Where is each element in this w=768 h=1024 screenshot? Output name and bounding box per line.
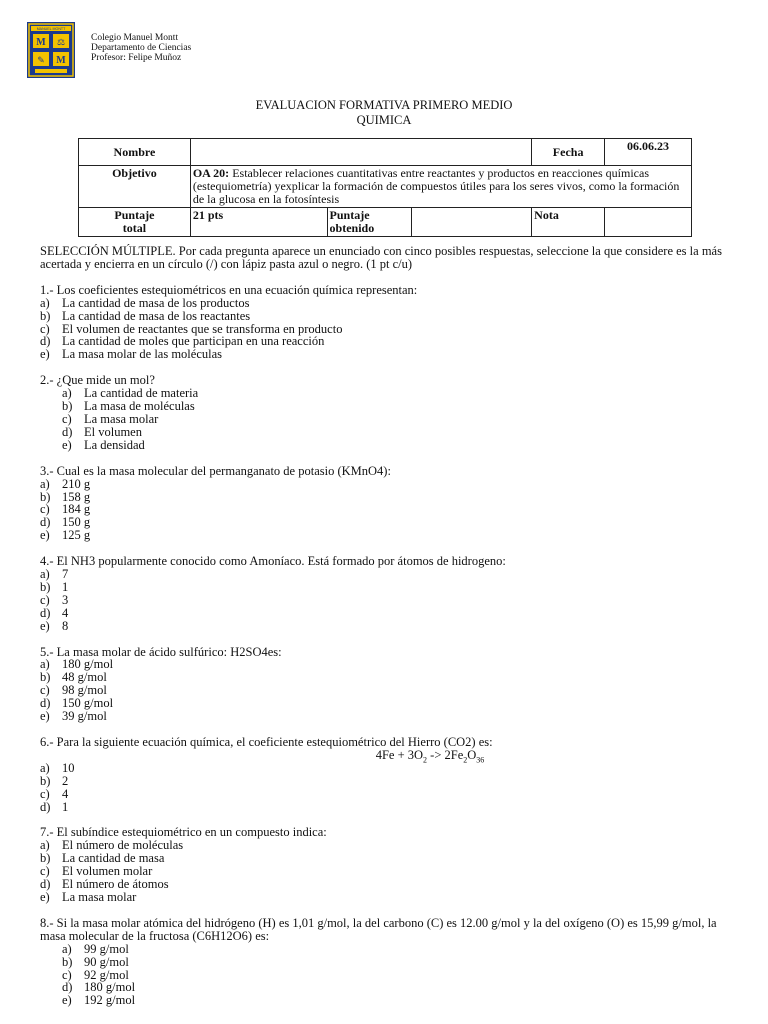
option[interactable]: e) 39 g/mol <box>40 709 107 724</box>
question-text: 3.- Cual es la masa molecular del permanganato de potasio (KMnO4): <box>40 463 391 478</box>
oa-label: OA 20: <box>192 166 230 180</box>
fecha-value: 06.06.23 <box>605 139 692 166</box>
svg-text:✎: ✎ <box>37 55 45 65</box>
question-2 <box>40 374 730 451</box>
question-7 <box>40 826 730 903</box>
options-list <box>40 387 730 452</box>
question-text: 6.- Para la siguiente ecuación química, el coeficiente estequiométrico del Hierro (CO2) es: <box>40 735 493 749</box>
svg-text:MANUEL MONTT: MANUEL MONTT <box>36 27 66 32</box>
option[interactable]: b) 48 g/mol <box>40 670 107 685</box>
option[interactable]: a) 99 g/mol <box>62 941 129 956</box>
question-8 <box>40 917 730 1007</box>
question-4 <box>40 555 730 632</box>
options-list <box>40 478 730 543</box>
question-text: 5.- La masa molar de ácido sulfúrico: H2SO4es: <box>40 644 282 659</box>
option[interactable]: c) 4 <box>40 786 69 801</box>
question-5 <box>40 646 730 723</box>
option[interactable]: d) 4 <box>40 605 69 620</box>
option[interactable]: d) 150 g <box>40 515 91 530</box>
option[interactable]: e) 8 <box>40 618 69 633</box>
options-list <box>40 839 730 904</box>
objetivo-text <box>190 166 691 208</box>
option[interactable]: e) 192 g/mol <box>62 993 136 1008</box>
nota-field[interactable] <box>605 208 692 237</box>
options-list <box>40 762 730 814</box>
option[interactable]: b) 158 g <box>40 489 91 504</box>
options-list <box>40 658 730 723</box>
option[interactable]: e) La masa molar de las moléculas <box>40 347 223 362</box>
option[interactable]: a) 7 <box>40 567 69 582</box>
option[interactable]: d) El volumen <box>62 424 142 439</box>
option[interactable]: c) El volumen de reactantes que se transforma en producto <box>40 321 343 336</box>
option[interactable]: c) 98 g/mol <box>40 683 107 698</box>
fecha-label: Fecha <box>532 139 605 166</box>
exam-title-line1: EVALUACION FORMATIVA PRIMERO MEDIO <box>255 98 513 112</box>
option[interactable]: a) La cantidad de masa de los productos <box>40 295 250 310</box>
puntaje-obtenido-field[interactable] <box>412 208 532 237</box>
option[interactable]: e) La densidad <box>62 437 145 452</box>
option[interactable]: d) El número de átomos <box>40 877 169 892</box>
puntaje-total-value: 21 pts <box>190 208 327 237</box>
school-header <box>91 33 191 63</box>
option[interactable]: b) La masa de moléculas <box>62 399 195 414</box>
question-3 <box>40 465 730 542</box>
option[interactable]: b) 2 <box>40 773 69 788</box>
objetivo-label: Objetivo <box>79 166 191 208</box>
oa-text: Establecer relaciones cuantitativas entre reactantes y productos en reacciones químicas (estequiometría) yexplicar la formación de compuestos útiles para los seres vivos, como la formación de la glucosa en la fotosíntesis <box>192 166 680 206</box>
info-table <box>78 138 692 237</box>
option[interactable]: d) La cantidad de moles que participan en una reacción <box>40 334 325 349</box>
option[interactable]: c) 92 g/mol <box>62 967 129 982</box>
school-name: Colegio Manuel Montt <box>91 33 179 43</box>
instructions: SELECCIÓN MÚLTIPLE. Por cada pregunta aparece un enunciado con cinco posibles respuestas, seleccione la que considere es la más acertada y encierra en un círculo (/) con lápiz pasta azul o negro. (1 pt c/u) <box>40 244 722 271</box>
option[interactable]: b) La cantidad de masa de los reactantes <box>40 308 251 323</box>
option[interactable]: b) 1 <box>40 579 69 594</box>
options-list <box>40 568 730 633</box>
option[interactable]: a) 180 g/mol <box>40 657 114 672</box>
option[interactable]: a) 210 g <box>40 476 91 491</box>
svg-text:M: M <box>36 37 46 48</box>
option[interactable]: b) La cantidad de masa <box>40 851 165 866</box>
school-logo <box>27 22 75 78</box>
svg-text:M: M <box>56 55 66 66</box>
option[interactable]: d) 1 <box>40 799 69 814</box>
option[interactable]: c) 184 g <box>40 502 91 517</box>
question-1 <box>40 284 730 361</box>
option[interactable]: c) 3 <box>40 592 69 607</box>
question-text: 2.- ¿Que mide un mol? <box>40 373 155 388</box>
question-text: 1.- Los coeficientes estequiométricos en una ecuación química representan: <box>40 282 418 297</box>
option[interactable]: a) La cantidad de materia <box>62 386 199 401</box>
options-list <box>40 297 730 362</box>
exam-title-line2: QUIMICA <box>356 113 412 127</box>
option[interactable]: a) 10 <box>40 760 75 775</box>
chemical-equation: $4Fe + 3O_2 -> 2Fe_2O_{36}$ <box>375 747 485 765</box>
option[interactable]: b) 90 g/mol <box>62 954 129 969</box>
option[interactable]: d) 150 g/mol <box>40 696 114 711</box>
teacher-name: Profesor: Felipe Muñoz <box>91 53 182 63</box>
options-list <box>40 943 730 1008</box>
question-text: 4.- El NH3 popularmente conocido como Amoníaco. Está formado por átomos de hidrogeno: <box>40 554 506 569</box>
puntaje-obtenido-label: Puntaje obtenido <box>327 208 412 237</box>
option[interactable]: e) La masa molar <box>40 889 137 904</box>
puntaje-total-label: Puntaje total <box>79 208 191 237</box>
department-name: Departamento de Ciencias <box>91 43 192 53</box>
nombre-field[interactable] <box>190 139 531 166</box>
option[interactable]: e) 125 g <box>40 528 91 543</box>
exam-title <box>0 98 768 128</box>
option[interactable]: d) 180 g/mol <box>62 980 136 995</box>
nombre-label: Nombre <box>79 139 191 166</box>
option[interactable]: c) La masa molar <box>62 411 159 426</box>
nota-label: Nota <box>532 208 605 237</box>
svg-text:⚖: ⚖ <box>56 37 66 47</box>
questions-section <box>40 245 730 1020</box>
question-6 <box>40 736 730 813</box>
question-text: 7.- El subíndice estequiométrico en un compuesto indica: <box>40 825 327 840</box>
question-text: 8.- Si la masa molar atómica del hidrógeno (H) es 1,01 g/mol, la del carbono (C) es 12.00 g/mol y la del oxígeno (O) es 15,99 g/mol, la masa molecular de la fructosa (C6H12O6) es: <box>40 915 717 943</box>
option[interactable]: c) El volumen molar <box>40 864 153 879</box>
option[interactable]: a) El número de moléculas <box>40 838 184 853</box>
